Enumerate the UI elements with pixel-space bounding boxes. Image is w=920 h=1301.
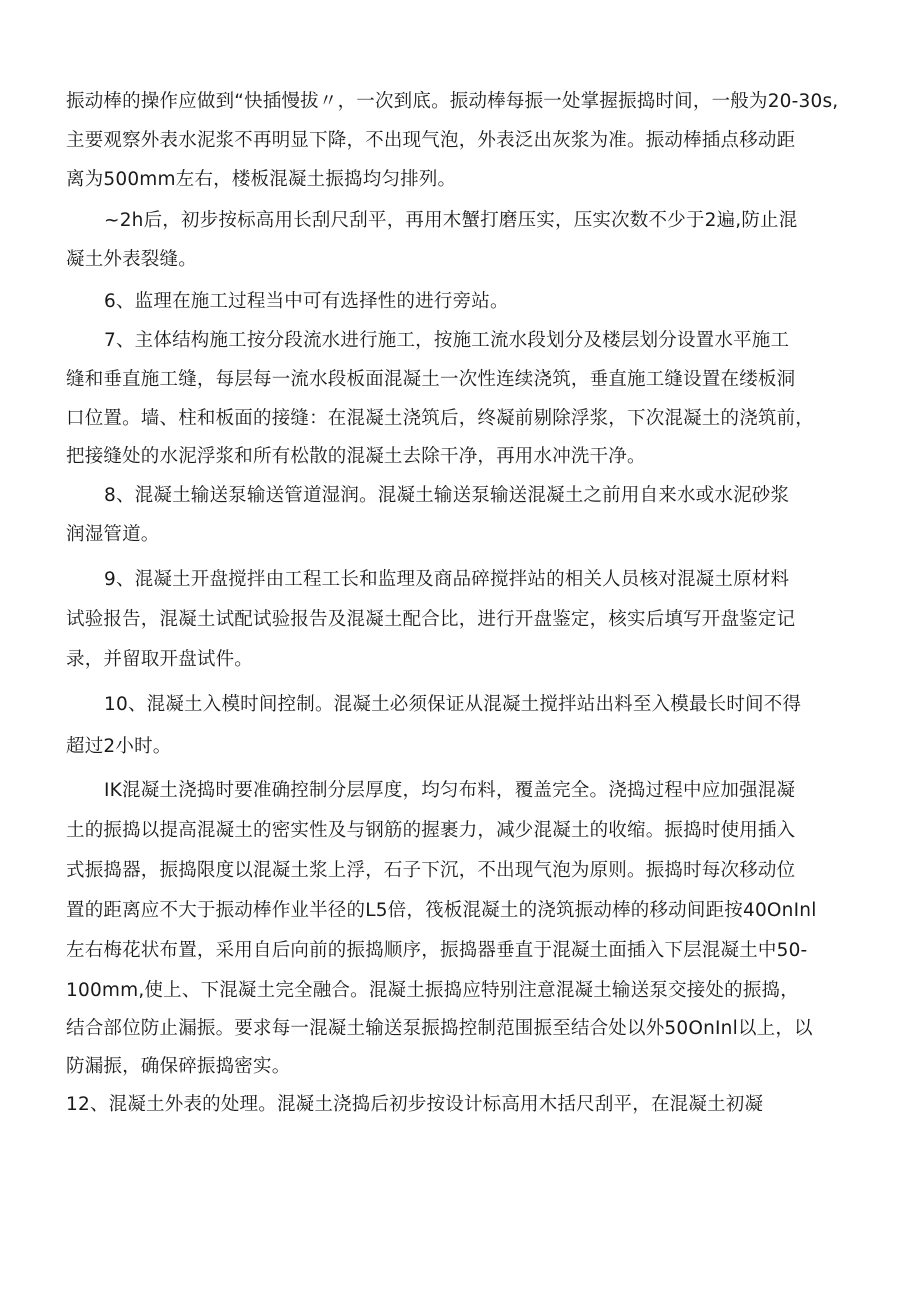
text-line: 试验报告，混凝土试配试验报告及混凝土配合比，进行开盘鉴定，核实后填写开盘鉴定记: [66, 609, 796, 630]
text-line: 6、监理在施工过程当中可有选择性的进行旁站。: [104, 291, 509, 312]
text-line: 8、混凝土输送泵输送管道湿润。混凝土输送泵输送混凝土之前用自来水或水泥砂浆: [104, 485, 790, 506]
text-line: 振动棒的操作应做到“快插慢拔〃，一次到底。振动棒每振一处掌握振捣时间，一般为20-30s,: [66, 91, 839, 112]
text-line: 缝和垂直施工缝，每层每一流水段板面混凝土一次性连续浇筑，垂直施工缝设置在缕板洞: [66, 369, 796, 390]
text-line: 录，并留取开盘试件。: [66, 649, 254, 670]
text-line: 10、混凝土入模时间控制。混凝土必须保证从混凝土搅拌站出料至入模最长时间不得: [104, 694, 802, 715]
text-line: 置的距离应不大于振动棒作业半径的L5倍，筏板混凝土的浇筑振动棒的移动间距按40OnInl: [66, 900, 817, 921]
text-line: 100mm,使上、下混凝土完全融合。混凝土振捣应特别注意混凝土输送泵交接处的振捣，: [66, 980, 799, 1001]
text-line: 润湿管道。: [66, 524, 160, 545]
text-line: 12、混凝土外表的处理。混凝土浇捣后初步按设计标高用木括尺刮平，在混凝土初凝: [66, 1094, 764, 1115]
text-line: ~2h后，初步按标高用长刮尺刮平，再用木蟹打磨压实，压实次数不少于2遍,防止混: [104, 210, 798, 231]
text-line: 9、混凝土开盘搅拌由工程工长和监理及商品碎搅拌站的相关人员核对混凝土原材料: [104, 569, 790, 590]
text-line: 主要观察外表水泥浆不再明显下降，不出现气泡，外表泛出灰浆为准。振动棒插点移动距: [66, 130, 796, 151]
text-line: IK混凝土浇捣时要准确控制分层厚度，均匀布料，覆盖完全。浇捣过程中应加强混凝: [104, 780, 796, 801]
text-line: 离为500mm左右，楼板混凝土振捣均匀排列。: [66, 169, 457, 190]
text-line: 左右梅花状布置，采用自后向前的振捣顺序，振捣器垂直于混凝土面插入下层混凝土中50-: [66, 940, 808, 961]
text-line: 把接缝处的水泥浮浆和所有松散的混凝土去除干净，再用水冲洗干净。: [66, 446, 646, 467]
text-line: 凝土外表裂缝。: [66, 249, 197, 270]
text-line: 结合部位防止漏振。要求每一混凝土输送泵振捣控制范围振至结合处以外50OnInl以上，以: [66, 1018, 813, 1039]
text-line: 超过2小时。: [66, 736, 172, 757]
text-line: 防漏振，确保碎振捣密实。: [66, 1056, 291, 1077]
text-line: 口位置。墙、柱和板面的接缝：在混凝土浇筑后，终凝前剔除浮浆，下次混凝土的浇筑前，: [66, 408, 815, 429]
text-line: 土的振捣以提高混凝土的密实性及与钢筋的握裹力，减少混凝土的收缩。振捣时使用插入: [66, 820, 796, 841]
text-line: 7、主体结构施工按分段流水进行施工，按施工流水段划分及楼层划分设置水平施工: [104, 330, 790, 351]
text-line: 式振捣器，振捣限度以混凝土浆上浮，石子下沉，不出现气泡为原则。振捣时每次移动位: [66, 860, 796, 881]
